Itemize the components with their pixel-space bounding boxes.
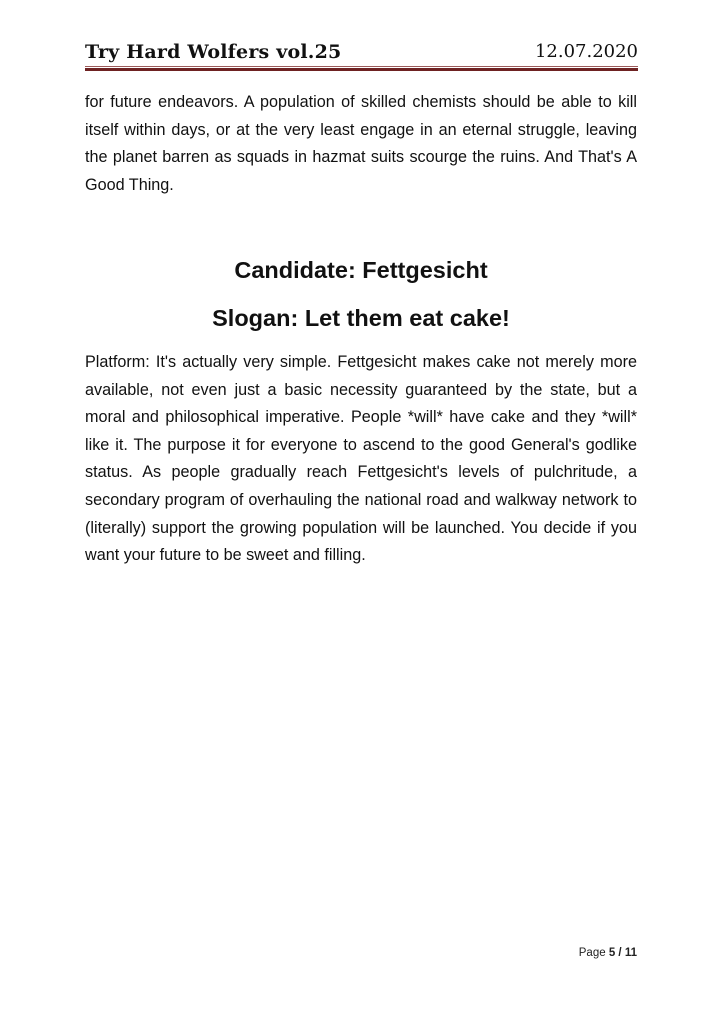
candidate-heading: Candidate: Fettgesicht xyxy=(234,257,488,283)
current-page: 5 xyxy=(608,947,616,959)
page-number xyxy=(579,947,637,959)
slogan-heading: Slogan: Let them eat cake! xyxy=(212,305,510,331)
intro-paragraph: for future endeavors. A population of skilled chemists should be able to kill itself within days, or at the very least engage in an eternal struggle, leaving the planet barren as squads in hazmat suits scourge the ruins. And That's A Good Thing. xyxy=(85,93,637,194)
total-pages: 11 xyxy=(624,947,637,959)
newsletter-title: Try Hard Wolfers vol.25 xyxy=(85,41,342,63)
header-rule-thick xyxy=(85,68,638,71)
issue-date: 12.07.2020 xyxy=(534,41,638,62)
page-separator: / xyxy=(618,947,622,959)
page-label: Page xyxy=(578,947,606,959)
page-header xyxy=(85,40,638,64)
header-rule-thin xyxy=(85,66,638,67)
platform-paragraph: Platform: It's actually very simple. Fettgesicht makes cake not merely more available, not even just a basic necessity guaranteed by the state, but a moral and philosophical imperative. People *will* have cake and they *will* like it. The purpose it for everyone to ascend to the good General's godlike status. As people gradually reach Fettgesicht's levels of pulchritude, a secondary program of overhauling the national road and walkway network to (literally) support the growing population will be launched. You decide if you want your future to be sweet and filling. xyxy=(85,353,637,565)
